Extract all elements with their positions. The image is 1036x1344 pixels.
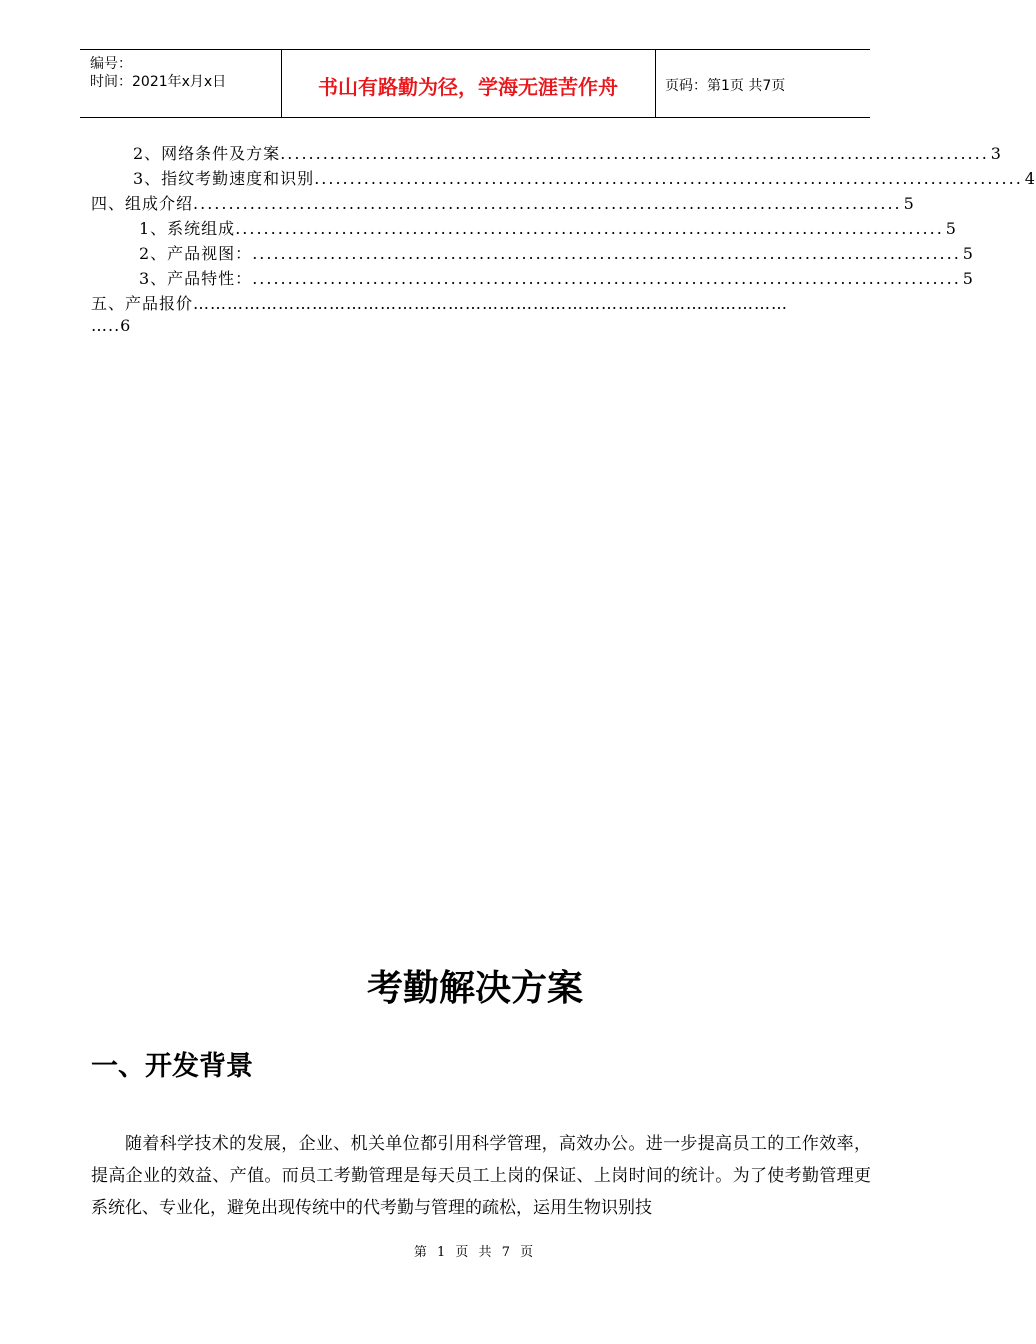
toc-item[interactable] bbox=[91, 166, 1036, 191]
body-paragraph-block bbox=[91, 1128, 871, 1224]
header-motto: 书山有路勤为径，学海无涯苦作舟 bbox=[318, 75, 618, 99]
toc-item-label: 2、网络条件及方案 bbox=[133, 144, 281, 163]
toc-item[interactable] bbox=[91, 191, 915, 216]
toc-item-page: 5 bbox=[962, 269, 974, 288]
toc-item-page: 5 bbox=[903, 194, 915, 213]
toc-item-label: 四、组成介绍 bbox=[91, 194, 194, 213]
toc-leader-dots: .................................................................................................... bbox=[235, 219, 944, 238]
toc-item[interactable] bbox=[91, 266, 974, 291]
toc-item-label: 3、指纹考勤速度和识别 bbox=[133, 169, 315, 188]
body-paragraph: 随着科学技术的发展，企业、机关单位都引用科学管理，高效办公。进一步提高员工的工作效率，提高企业的效益、产值。而员工考勤管理是每天员工上岗的保证、上岗时间的统计。为了使考勤管理更系统化、专业化，避免出现传统中的代考勤与管理的疏松，运用生物识别技 bbox=[91, 1134, 871, 1218]
header-page-info: 页码：第1页 共7页 bbox=[665, 78, 786, 94]
serial-label: 编号： bbox=[90, 56, 132, 72]
toc-leader-dots: .................................................................................................... bbox=[280, 144, 989, 163]
toc-item-page: 4 bbox=[1024, 169, 1036, 188]
date-label: 时间：2021年x月x日 bbox=[90, 74, 227, 90]
toc-item-page: 3 bbox=[990, 144, 1002, 163]
table-of-contents bbox=[91, 141, 1036, 341]
toc-item[interactable] bbox=[91, 216, 957, 241]
toc-leader-dots: .................................................................................................... bbox=[193, 194, 902, 213]
header-divider-right bbox=[655, 49, 656, 117]
toc-item-label: 3、产品特性： bbox=[139, 269, 253, 288]
toc-leader-ellipsis: …………………………………………………………………………………………… bbox=[193, 294, 789, 313]
section-heading: 一、开发背景 bbox=[91, 1051, 253, 1082]
toc-leader-dots: .................................................................................................... bbox=[252, 244, 961, 263]
toc-item-label: 2、产品视图： bbox=[139, 244, 253, 263]
toc-leader-dots: .................................................................................................... bbox=[252, 269, 961, 288]
toc-item[interactable] bbox=[91, 141, 1002, 166]
document-title: 考勤解决方案 bbox=[366, 968, 583, 1009]
page-footer: 第 1 页 共 7 页 bbox=[413, 1245, 537, 1260]
toc-item-page: 5 bbox=[962, 244, 974, 263]
header-bottom-rule bbox=[80, 117, 870, 118]
header-meta bbox=[90, 55, 226, 91]
toc-leader-dots: .................................................................................................... bbox=[314, 169, 1023, 188]
toc-item-label: 五、产品报价 bbox=[91, 294, 194, 313]
toc-item-quote-continuation: …..6 bbox=[91, 316, 132, 335]
toc-item-quote[interactable] bbox=[91, 291, 859, 316]
toc-item-label: 1、系统组成 bbox=[139, 219, 236, 238]
header-top-rule bbox=[80, 49, 870, 50]
toc-item[interactable] bbox=[91, 241, 974, 266]
toc-item-page: 5 bbox=[945, 219, 957, 238]
